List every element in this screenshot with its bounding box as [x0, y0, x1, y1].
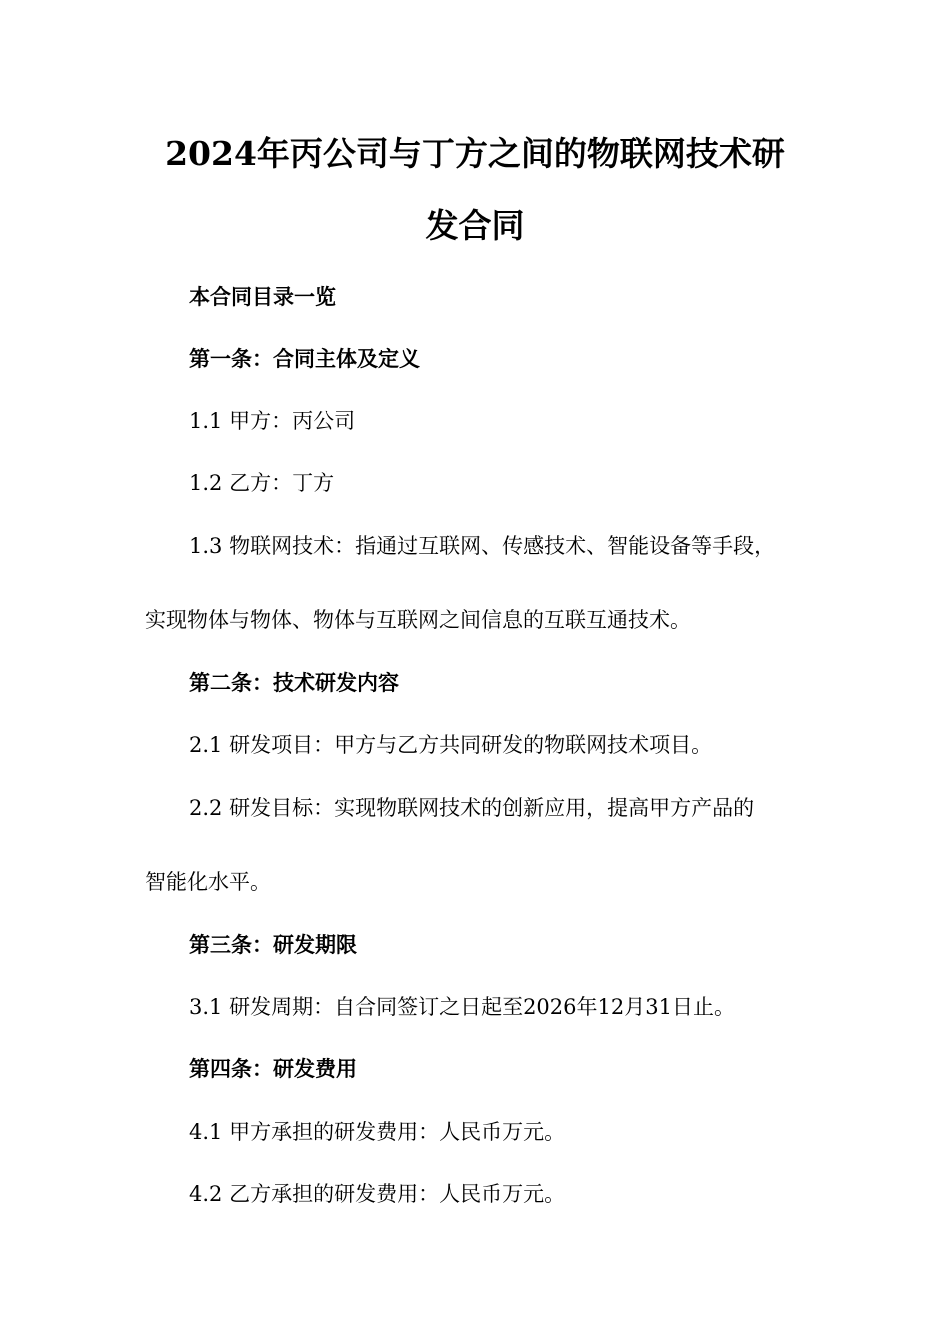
article-4-item-2: 4.2 乙方承担的研发费用：人民币万元。 — [189, 1182, 566, 1206]
article-4-heading: 第四条：研发费用 — [189, 1056, 357, 1081]
document-title-line-2: 发合同 — [425, 206, 525, 245]
article-2-item-1: 2.1 研发项目：甲方与乙方共同研发的物联网技术项目。 — [189, 733, 713, 757]
article-1-heading: 第一条：合同主体及定义 — [189, 346, 420, 371]
article-1-item-1: 1.1 甲方：丙公司 — [189, 409, 356, 433]
article-1-item-3-line-1: 1.3 物联网技术：指通过互联网、传感技术、智能设备等手段， — [189, 534, 776, 558]
article-4-item-1: 4.1 甲方承担的研发费用：人民币万元。 — [189, 1120, 566, 1144]
toc-heading: 本合同目录一览 — [189, 284, 336, 309]
article-3-heading: 第三条：研发期限 — [189, 932, 357, 957]
article-2-item-2-line-2: 智能化水平。 — [145, 870, 271, 894]
article-2-item-2-line-1: 2.2 研发目标：实现物联网技术的创新应用，提高甲方产品的 — [189, 796, 755, 820]
article-3-item-1: 3.1 研发周期：自合同签订之日起至2026年12月31日止。 — [189, 995, 735, 1019]
article-1-item-3-line-2: 实现物体与物体、物体与互联网之间信息的互联互通技术。 — [145, 608, 691, 632]
article-1-item-2: 1.2 乙方：丁方 — [189, 471, 335, 495]
article-2-heading: 第二条：技术研发内容 — [189, 670, 399, 695]
document-title-line-1: 2024年丙公司与丁方之间的物联网技术研 — [165, 134, 785, 173]
